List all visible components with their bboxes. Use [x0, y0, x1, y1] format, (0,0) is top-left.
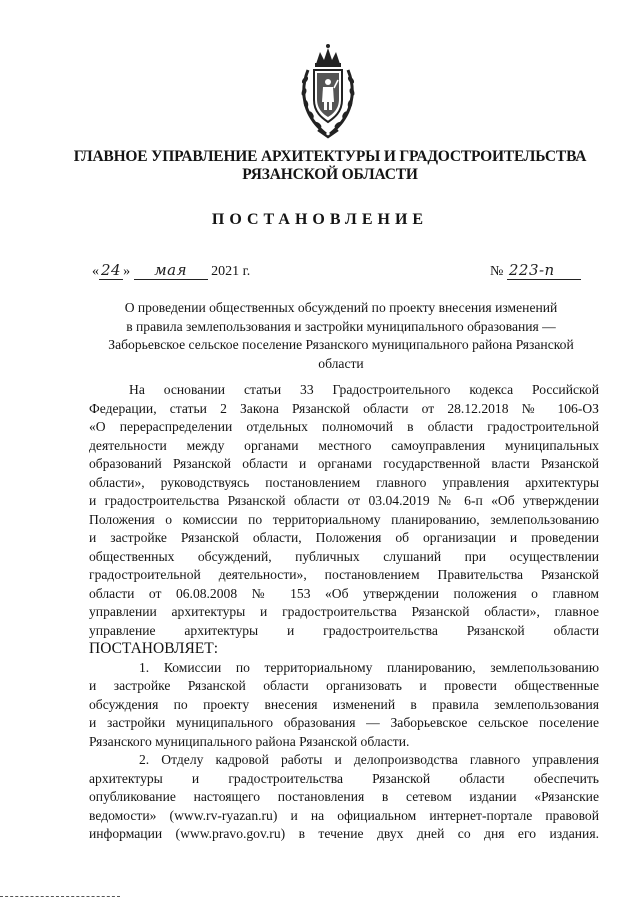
organization-name-line1: ГЛАВНОЕ УПРАВЛЕНИЕ АРХИТЕКТУРЫ И ГРАДОСТРОИТЕЛЬСТВА	[73, 148, 587, 165]
body-line: обсуждения по проекту внесения изменений в правила землепользования	[89, 696, 599, 712]
body-line: архитектуры и градостроительства Рязанской области обеспечить	[89, 770, 599, 786]
body-line: Федерации, статьи 2 Закона Рязанской области от 28.12.2018 № 106-ОЗ	[89, 400, 599, 416]
date-month: мая	[134, 261, 208, 280]
subject-line: в правила землепользования и застройки муниципального образования —	[126, 318, 556, 334]
date-open-quote: «	[92, 264, 99, 279]
date-day: 24	[101, 261, 122, 279]
body-line: управлении архитектуры и градостроительства Рязанской области», главное	[89, 604, 599, 619]
body-line: 2. Отделу кадровой работы и делопроизводства главного управления	[139, 752, 599, 767]
body-line: управление архитектуры и градостроительства Рязанской области	[89, 622, 599, 638]
number-value: 223-п	[507, 261, 581, 280]
document-number	[490, 261, 581, 280]
body-line: области от 06.08.2008 № 153 «Об утверждении положения о главном	[89, 585, 599, 601]
body-line: опубликование настоящего постановления в сетевом издании «Рязанские	[89, 789, 599, 804]
body-line: информации (www.pravo.gov.ru) в течение двух дней со дня его издания.	[89, 826, 599, 841]
body-line: образований Рязанской области и органами государственной власти Рязанской	[89, 456, 599, 471]
body-line: деятельности между органами местного самоуправления муниципальных	[89, 437, 599, 453]
body-line: и застройке Рязанской области, Положения об организации и проведении	[89, 530, 599, 545]
resolution-keyword: ПОСТАНОВЛЯЕТ:	[89, 640, 219, 657]
body-line: «О перераспределении отдельных полномочий в области градостроительной	[89, 419, 599, 434]
subject-line: Заборьевское сельское поселение Рязанского муниципального района Рязанской	[108, 337, 574, 352]
date-close-quote: »	[123, 264, 131, 279]
coat-of-arms-icon	[296, 40, 360, 140]
body-line: Рязанского муниципального района Рязанской области.	[89, 733, 410, 749]
document-body	[89, 381, 599, 844]
subject-line: области	[318, 355, 364, 371]
body-line: градостроительной деятельности», постановлением Правительства Рязанской	[89, 567, 599, 582]
scan-edge-line	[0, 896, 120, 897]
document-subject	[86, 299, 596, 373]
document-date	[92, 261, 250, 280]
organization-name-line2: РЯЗАНСКОЙ ОБЛАСТИ	[242, 166, 418, 183]
body-line: общественных обсуждений, публичных слушаний при осуществлении	[89, 548, 599, 564]
body-line: 1. Комиссии по территориальному планированию, землепользованию	[139, 659, 599, 675]
subject-line: О проведении общественных обсуждений по проекту внесения изменений	[124, 300, 558, 315]
number-prefix: №	[490, 264, 504, 279]
body-line: и градостроительства Рязанской области от 03.04.2019 № 6-п «Об утверждении	[89, 493, 599, 508]
body-line: области», руководствуясь постановлением главного управления архитектуры	[89, 474, 599, 490]
body-line: и застройке Рязанской области организовать и провести общественные	[89, 678, 599, 693]
body-line: На основании статьи 33 Градостроительного кодекса Российской	[129, 382, 599, 397]
body-line: ведомости» (www.rv-ryazan.ru) и на официальном интернет-портале правовой	[89, 807, 599, 823]
body-line: и застройки муниципального образования — Заборьевское сельское поселение	[89, 715, 599, 730]
body-line: Положения о комиссии по территориальному планированию, землепользованию	[89, 511, 599, 527]
date-year: 2021 г.	[211, 264, 251, 279]
document-type-title: ПОСТАНОВЛЕНИЕ	[211, 211, 429, 228]
